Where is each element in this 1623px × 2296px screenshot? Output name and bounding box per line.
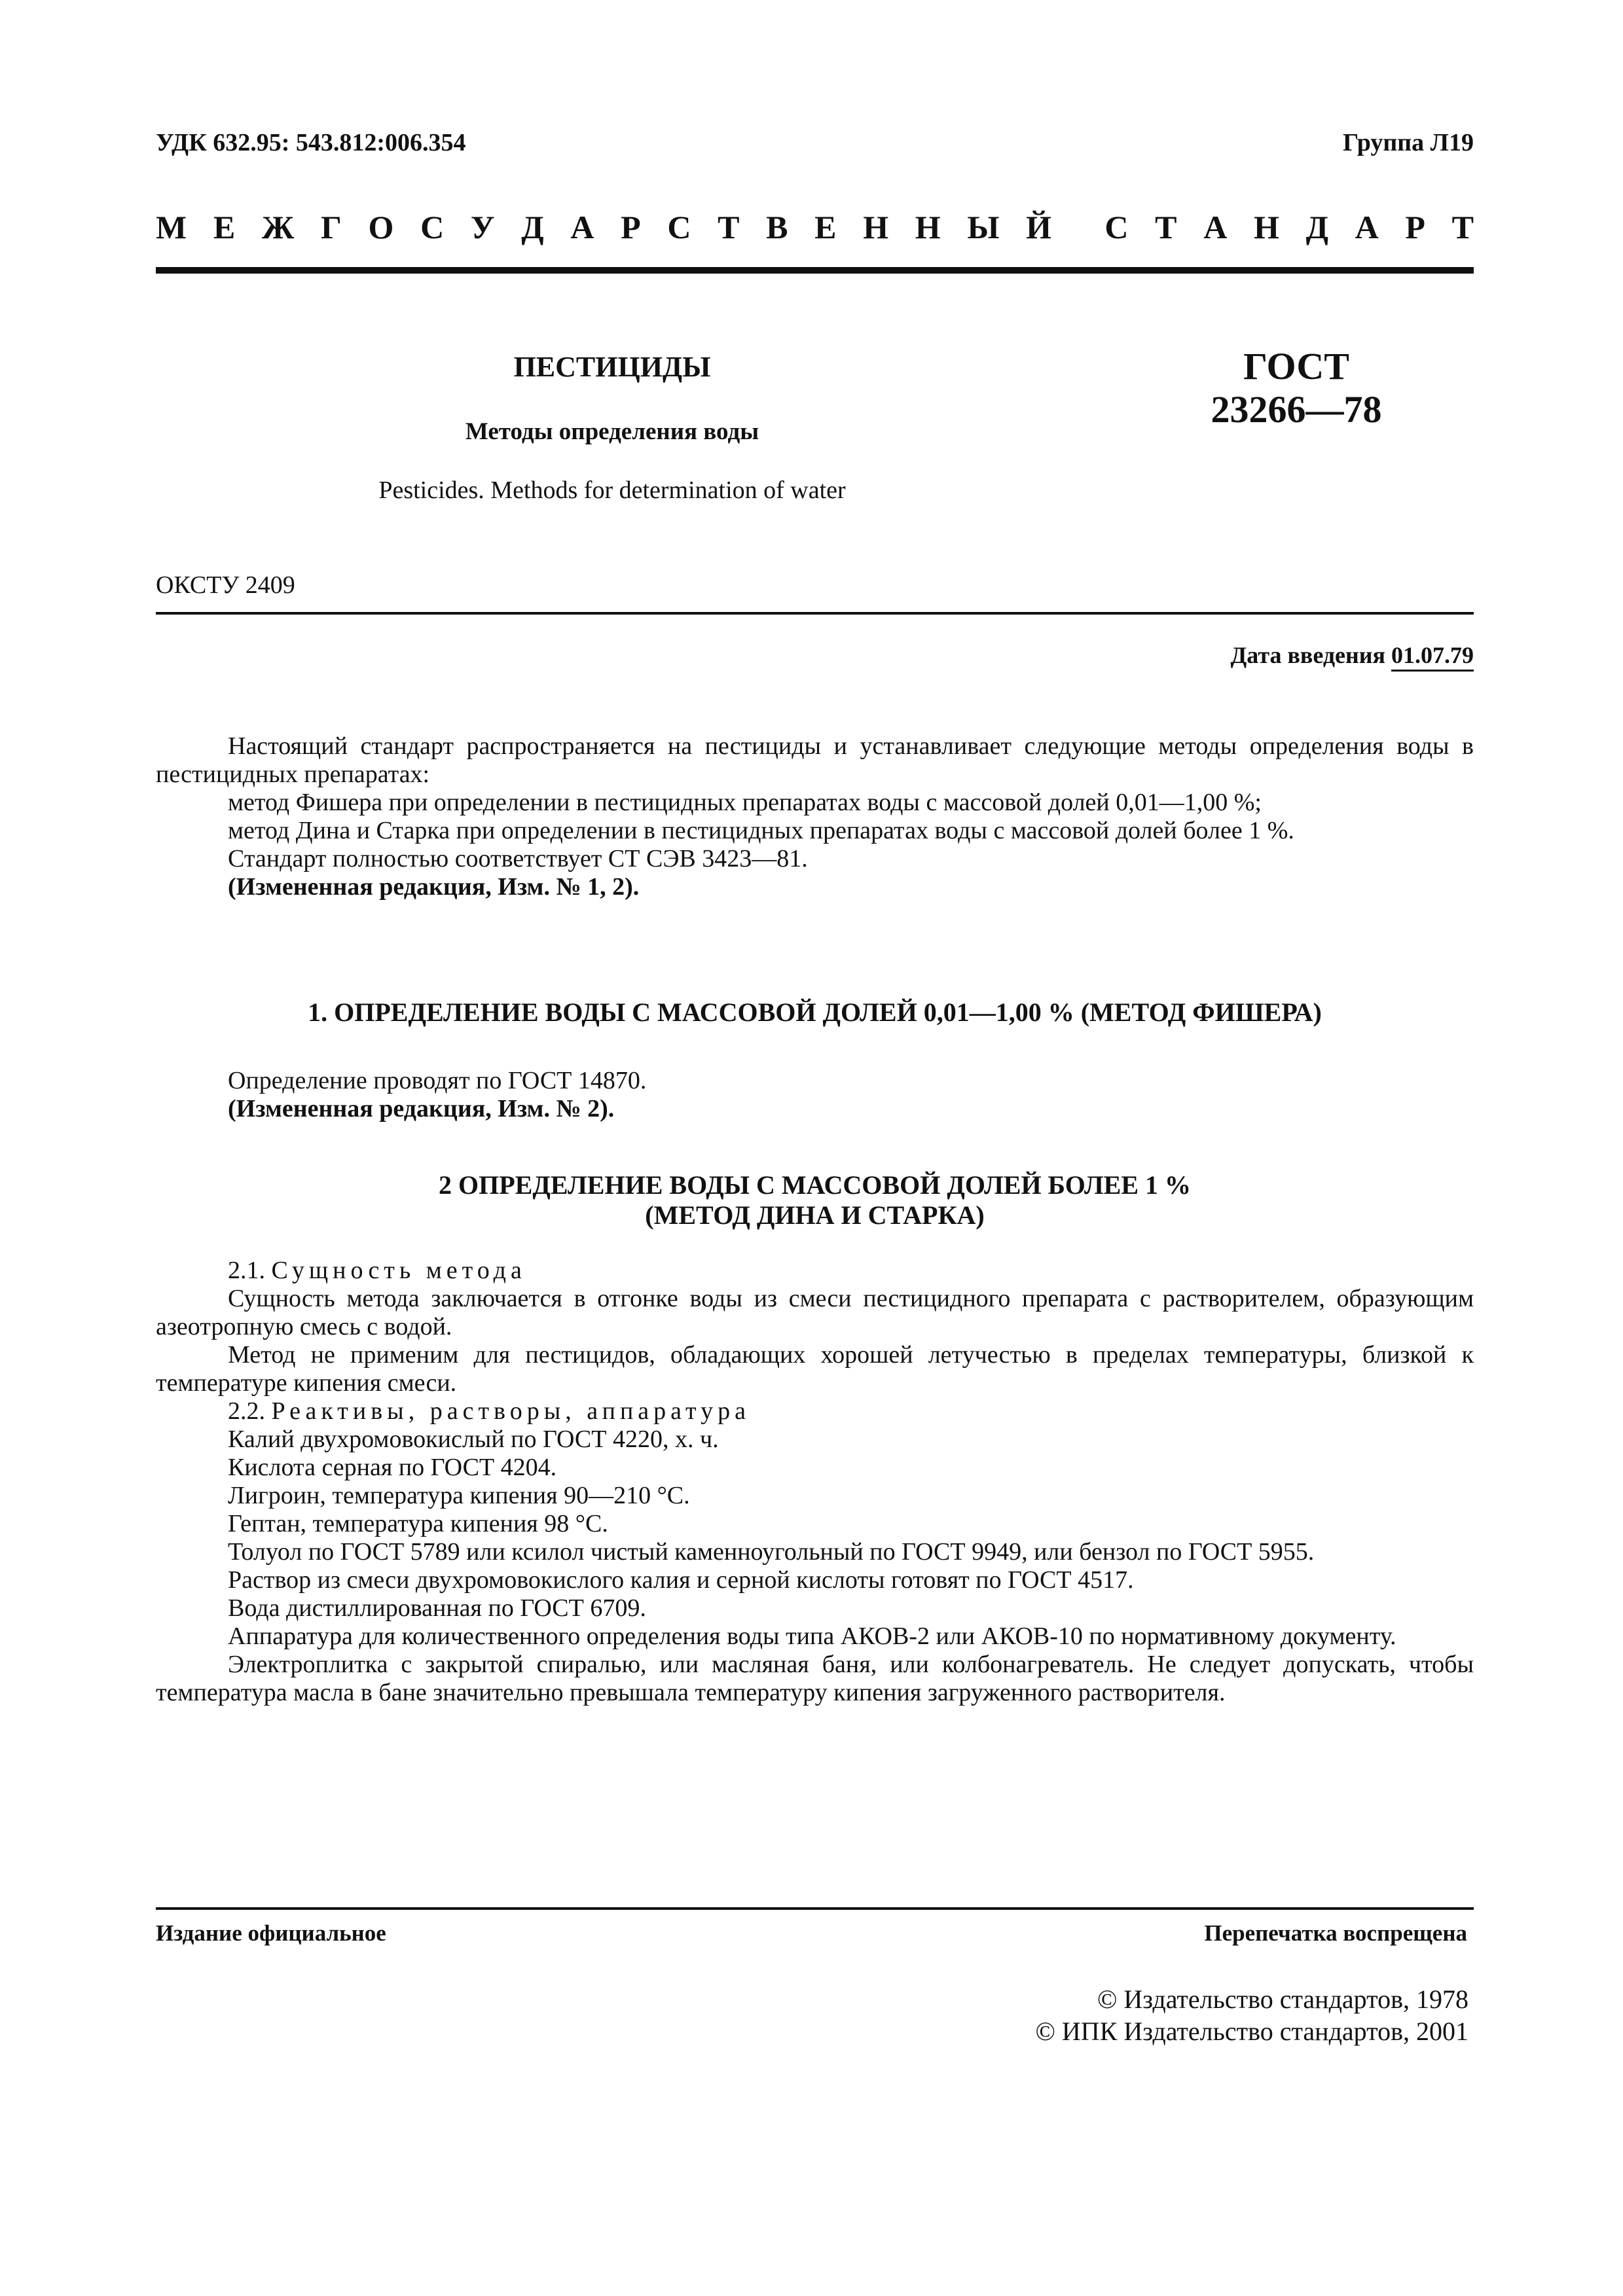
copyright-line: © ИПК Издательство стандартов, 2001: [1035, 2017, 1468, 2046]
footer-divider: [156, 1907, 1474, 1910]
section-paragraph: Сущность метода заключается в отгонке воды из смеси пестицидного препарата с растворителем, образующим азеотропную смесь с водой.: [156, 1285, 1474, 1340]
list-item: Гептан, температура кипения 98 °С.: [228, 1510, 608, 1537]
heading-letter: Д: [1305, 209, 1328, 245]
intro-paragraph: Стандарт полностью соответствует СТ СЭВ 3423—81.: [228, 845, 808, 872]
heading-letter: Е: [814, 209, 837, 245]
heading-letter: Д: [521, 209, 544, 245]
document-title: ПЕСТИЦИДЫ: [513, 351, 711, 383]
amendment-note: (Измененная редакция, Изм. № 2).: [228, 1095, 615, 1122]
intro-date-label: Дата введения: [1230, 642, 1391, 668]
list-item: Калий двухромовокислый по ГОСТ 4220, х. ч.: [228, 1426, 719, 1453]
subsection-number: 2.1.: [228, 1257, 272, 1284]
subsection-heading: [156, 1257, 1474, 1285]
heading-letter: С: [667, 209, 691, 245]
heading-letter: М: [156, 209, 187, 245]
heading-letter: Н: [863, 209, 889, 245]
intro-block: [156, 732, 1474, 901]
heading-letter: В: [766, 209, 788, 245]
heading-letter: Т: [1155, 209, 1177, 245]
gost-label: ГОСТ: [1243, 345, 1349, 387]
gost-number: 23266—78: [1211, 388, 1382, 431]
section-paragraph: Метод не применим для пестицидов, обладающих хорошей летучестью в пределах температуры, близкой к температуре кипения смеси.: [156, 1341, 1474, 1397]
heading-letter: А: [1203, 209, 1228, 245]
list-item: Электроплитка с закрытой спиралью, или масляная баня, или колбонагреватель. Не следует допускать, чтобы температура масла в бане значительно превышала температуру кипения загруженного растворителя.: [156, 1651, 1474, 1706]
udk-code: УДК 632.95: 543.812:006.354: [156, 129, 466, 156]
oksty-code: ОКСТУ 2409: [156, 571, 295, 599]
english-title: Pesticides. Methods for determination of water: [378, 476, 846, 504]
list-item: Аппаратура для количественного определения воды типа АКОВ-2 или АКОВ-10 по нормативному документу.: [228, 1623, 1396, 1650]
heading-letter: А: [570, 209, 594, 245]
heading-letter: Н: [915, 209, 941, 245]
subsection-number: 2.2.: [228, 1397, 272, 1425]
title-divider: [156, 612, 1474, 615]
heading-letter: Ж: [261, 209, 295, 245]
heading-letter: С: [1104, 209, 1129, 245]
heading-letter: С: [420, 209, 445, 245]
section-2-heading: 2 ОПРЕДЕЛЕНИЕ ВОДЫ С МАССОВОЙ ДОЛЕЙ БОЛЕЕ 1 %: [438, 1170, 1192, 1200]
edition-label: Издание официальное: [156, 1920, 386, 1946]
reprint-notice: Перепечатка воспрещена: [1204, 1920, 1467, 1946]
heading-letter: Ы: [967, 209, 1000, 245]
list-item: Вода дистиллированная по ГОСТ 6709.: [228, 1594, 646, 1622]
section-2-body: [156, 1257, 1474, 1707]
heading-letter: Н: [1253, 209, 1279, 245]
intro-paragraph: Настоящий стандарт распространяется на пестициды и устанавливает следующие методы определения воды в пестицидных препаратах:: [156, 732, 1474, 788]
heading-letter: Р: [1405, 209, 1425, 245]
subsection-title: Сущность метода: [271, 1257, 526, 1284]
intro-date-value: 01.07.79: [1391, 642, 1474, 672]
heading-letter: О: [368, 209, 394, 245]
heading-letter: А: [1355, 209, 1379, 245]
list-item: Кислота серная по ГОСТ 4204.: [228, 1454, 557, 1481]
subsection-title: Реактивы, растворы, аппаратура: [271, 1397, 751, 1425]
list-item: Лигроин, температура кипения 90—210 °С.: [228, 1482, 690, 1509]
section-1-body: [156, 1067, 1474, 1123]
header-divider: [156, 267, 1474, 274]
intro-date: [1231, 641, 1474, 669]
intro-paragraph: метод Фишера при определении в пестицидных препаратах воды с массовой долей 0,01—1,00 %;: [228, 789, 1262, 816]
subsection-heading: [156, 1397, 1474, 1426]
intro-paragraph: метод Дина и Старка при определении в пестицидных препаратах воды с массовой долей более 1 %.: [228, 817, 1294, 844]
section-1-heading: 1. ОПРЕДЕЛЕНИЕ ВОДЫ С МАССОВОЙ ДОЛЕЙ 0,01—1,00 % (МЕТОД ФИШЕРА): [308, 997, 1322, 1027]
list-item: Толуол по ГОСТ 5789 или ксилол чистый каменноугольный по ГОСТ 9949, или бензол по ГОСТ 5955.: [228, 1538, 1315, 1566]
section-2-heading-sub: (МЕТОД ДИНА И СТАРКА): [645, 1200, 985, 1230]
group-code: Группа Л19: [1342, 129, 1474, 156]
copyright-line: © Издательство стандартов, 1978: [1097, 1984, 1468, 2014]
section-paragraph: Определение проводят по ГОСТ 14870.: [228, 1067, 647, 1094]
heading-letter: Т: [1451, 209, 1474, 245]
document-subtitle: Методы определения воды: [465, 418, 759, 445]
list-item: Раствор из смеси двухромовокислого калия и серной кислоты готовят по ГОСТ 4517.: [228, 1566, 1134, 1594]
heading-letter: Е: [213, 209, 236, 245]
standard-type-heading: [156, 208, 1474, 246]
heading-letter: Й: [1026, 209, 1052, 245]
heading-letter: Г: [321, 209, 342, 245]
amendment-note: (Измененная редакция, Изм. № 1, 2).: [228, 873, 640, 901]
heading-letter: Р: [621, 209, 641, 245]
heading-letter: У: [470, 209, 495, 245]
heading-letter: Т: [718, 209, 740, 245]
